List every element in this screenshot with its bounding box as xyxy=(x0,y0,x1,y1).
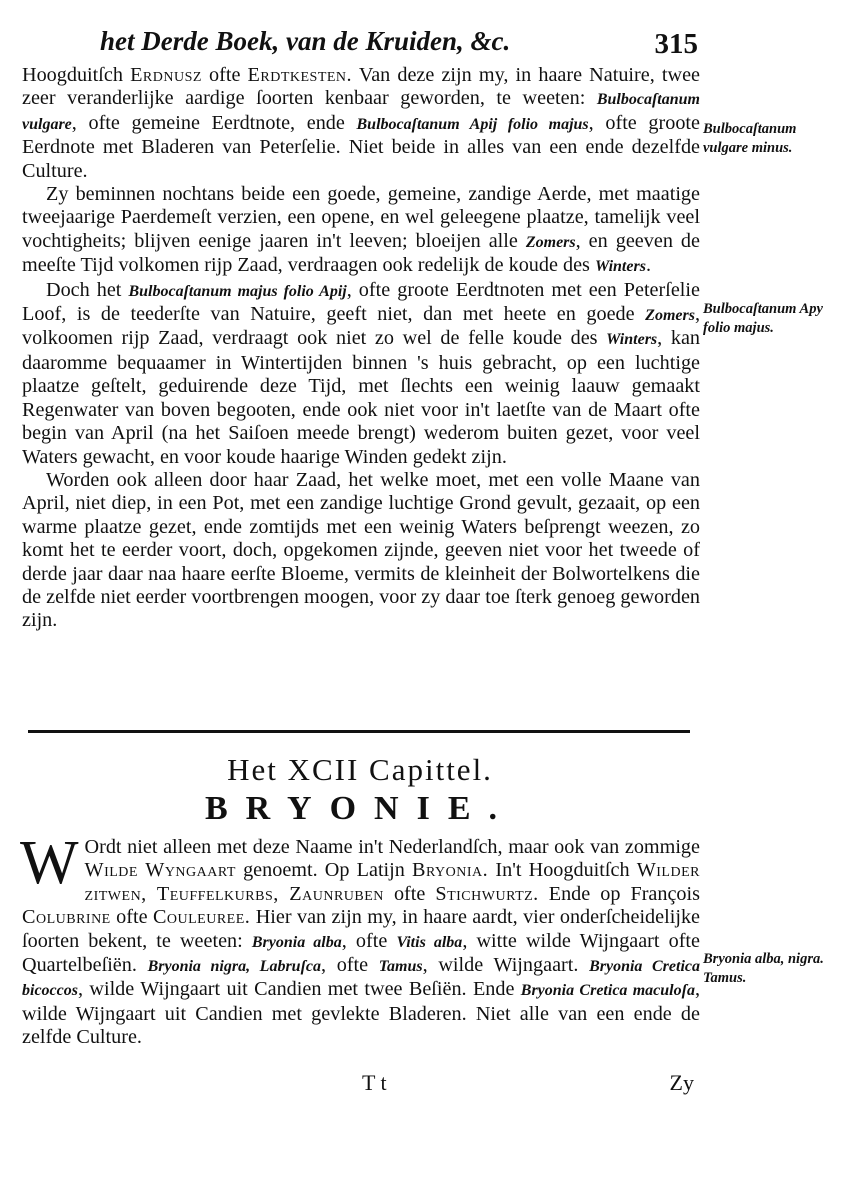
latin-term: Bryonia Cretica maculoſa xyxy=(520,982,695,1000)
text-run: , wilde Wijngaart. xyxy=(422,954,590,977)
vernacular-name: Erdtkesten. xyxy=(247,64,353,86)
text-run: Worden ook alleen door haar Zaad, het welke moet, met een volle Maane van April, niet diep, in een Pot, met een zandige luchtige Grond gevult, gezaait, op een warme plaatze gezet, ende zomtijds met een weinig Waters beſprengt weezen, zo komt het te eerder voort, doch, opgekomen zijnde, geeven niet voor het tweede of derde jaar daar naa haare eerſte Bloeme, vermits de kleinheit der Bolwortelkens die de zelfde niet eerder voortbrengen moogen, voor zy daar toe ſterk genoeg geworden zijn. xyxy=(22,468,700,632)
vernacular-name: Wilde Wyngaart xyxy=(84,859,236,882)
margin-note-bulbocastanum-vulgare: Bulbocaſtanum vulgare minus. xyxy=(703,121,797,156)
latin-term: Bulbocaſtanum majus folio Apij xyxy=(128,282,347,300)
latin-term: Winters xyxy=(594,258,646,276)
latin-term: Tamus xyxy=(378,958,423,976)
text-run: Doch het xyxy=(46,278,129,301)
signature-mark: T t xyxy=(362,1070,387,1095)
text-run: genoemt. Op Latijn xyxy=(235,859,413,882)
page-footer xyxy=(22,1070,694,1100)
text-run: In't Hoogduitſch xyxy=(488,859,637,882)
latin-term: Zomers xyxy=(645,307,695,325)
margin-note-bulbocastanum-apy: Bulbocaſtanum Apy folio majus. xyxy=(703,301,823,336)
chapter-title: Het XCII Capittel. xyxy=(227,752,493,787)
text-run: , volkoomen rijp Zaad, verdraagt ook niet zo wel de felle koude des xyxy=(22,303,700,350)
latin-term: Bulbocaſtanum vulgare xyxy=(22,91,700,133)
latin-term: Vitis alba xyxy=(396,933,463,951)
vernacular-name: Wilder zitwen, Teuffelkurbs, Zaunruben xyxy=(84,859,700,905)
paragraph xyxy=(20,829,701,1050)
paragraph xyxy=(22,469,700,633)
catchword: Zy xyxy=(669,1070,694,1095)
latin-term: Winters xyxy=(606,331,658,349)
text-run: , ofte groote Eerdtnoten met een Peterſelie Loof, is de teederſte van Natuire, geeft niet, dan met heete en goede xyxy=(22,278,700,326)
latin-term: Bryonia nigra, Labruſca xyxy=(147,958,322,976)
text-run: , ofte xyxy=(341,929,397,952)
text-run: , wilde Wijngaart uit Candien met gevlekte Bladeren. Niet alle van een ende de zelfde Culture. xyxy=(22,978,700,1049)
section-bulbocastanum xyxy=(22,64,700,633)
text-run: , ofte gemeine Eerdtnote, ende xyxy=(71,111,357,134)
page-header xyxy=(100,20,700,64)
paragraph xyxy=(22,183,700,279)
latin-term: Bulbocaſtanum Apij folio majus xyxy=(356,115,589,133)
vernacular-name: Colubrine xyxy=(22,906,111,929)
text-run: , ofte groote Eerdnote met Bladeren van Peterſelie. Niet beide in alles van een ende dezelfde Culture. xyxy=(22,111,700,182)
text-run: Ende op François xyxy=(538,882,700,905)
vernacular-name: Bryonia. xyxy=(412,859,489,882)
vernacular-name: Couleuree. xyxy=(152,906,251,929)
drop-cap: W xyxy=(20,829,79,897)
text-run: , kan daaromme bequaamer in Wintertijden binnen 's huis gebracht, op een luchtige plaatze geſtelt, geduirende deze Tijd, met ſlechts een weinig laauw gemaakt Regenwater van boven begooten, ende ook niet voor in't laetſte van de Maart ofte begin van April (na het Saiſoen meede brengt) wederom buiten gezet, voor veel Waters gewacht, en voor koude haarige Winden gedekt zijn. xyxy=(22,327,700,468)
section-bryonie xyxy=(20,829,701,1050)
text-run: , ofte xyxy=(321,954,379,977)
vernacular-name: Erdnusz xyxy=(130,64,202,86)
text-run: , witte wilde Wijngaart ofte Quartelbeſiën. xyxy=(22,929,700,977)
text-run: , en geeven de meeſte Tijd volkomen rijp Zaad, verdraagen ook redelijk de koude des xyxy=(22,229,700,277)
text-run: Ordt niet alleen met deze Naame in't Nederlandſch, maar ook van zommige xyxy=(84,836,700,858)
running-head: het Derde Boek, van de Kruiden, &c. xyxy=(100,26,511,56)
paragraph xyxy=(22,64,700,183)
chapter-subtitle: BRYONIE. xyxy=(205,790,515,827)
text-run: Hoogduitſch xyxy=(22,64,131,86)
text-run: , wilde Wijngaart uit Candien met twee Beſiën. Ende xyxy=(77,978,521,1001)
text-run: Van deze zijn my, in haare Natuire, twee zeer veranderlijke aardige ſoorten kenbaar geworden, te weeten: xyxy=(22,64,700,110)
text-run: Hier van zijn my, in haare aardt, vier onderſcheidelijke ſoorten bekent, te weeten: xyxy=(22,906,700,952)
text-run: Zy beminnen nochtans beide een goede, gemeine, zandige Aerde, met maatige tweejaarige Paerdemeſt verzien, een opene, en wel geleegene plaatze, tamelijk veel vochtigheits; blijven eenige jaaren in't leeven; bloeijen alle xyxy=(22,183,700,252)
text-run: ofte xyxy=(201,64,248,86)
text-run: ofte xyxy=(383,882,436,905)
text-run: ofte xyxy=(110,906,153,929)
margin-note-bryonia: Bryonia alba, nigra. Tamus. xyxy=(703,951,824,986)
paragraph xyxy=(22,279,700,469)
section-divider xyxy=(28,730,690,733)
vernacular-name: Stichwurtz. xyxy=(435,882,539,905)
paragraph-text xyxy=(20,829,701,1049)
latin-term: Bryonia Cretica bicoccos xyxy=(22,958,701,1000)
page-number: 315 xyxy=(654,28,698,60)
text-run: . xyxy=(645,254,651,277)
latin-term: Zomers xyxy=(525,233,576,251)
latin-term: Bryonia alba xyxy=(251,933,342,951)
